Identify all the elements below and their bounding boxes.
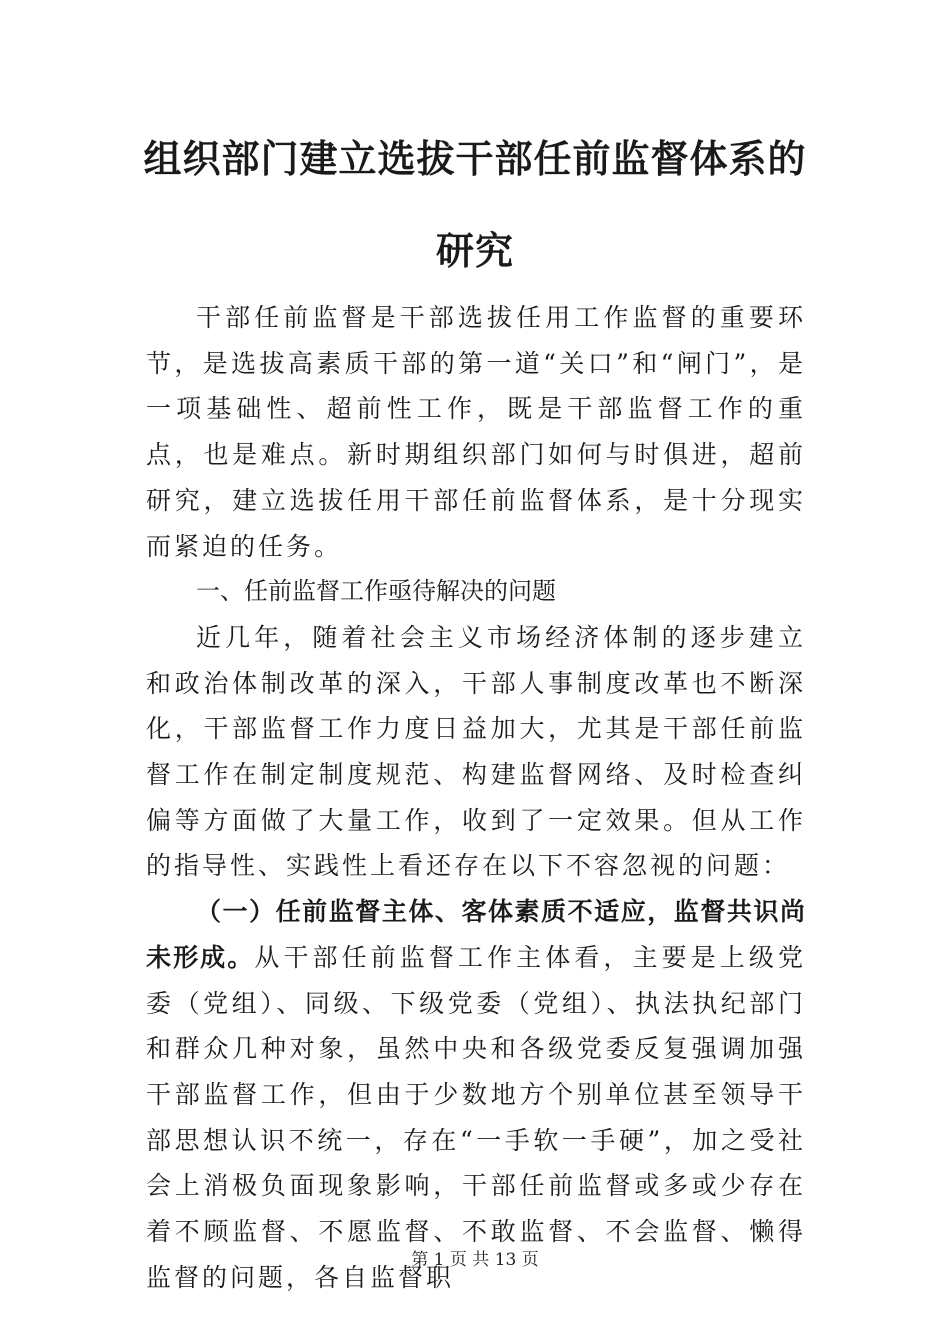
section-heading: 一、任前监督工作亟待解决的问题 [196, 577, 556, 606]
document-body [146, 295, 806, 1300]
document-title: 组织部门建立选拔干部任前监督体系的 [143, 137, 807, 181]
point-lead: （一）任前监督主体、客体素质不适应，监督共识尚未形成。 [146, 897, 806, 972]
section-paragraph: 近几年，随着社会主义市场经济体制的逐步建立和政治体制改革的深入，干部人事制度改革也不断深化，干部监督工作力度日益加大，尤其是干部任前监督工作在制定制度规范、构建监督网络、及时检查纠偏等方面做了大量工作，收到了一定效果。但从工作的指导性、实践性上看还存在以下不容忽视的问题： [146, 622, 806, 881]
document-title-continued: 研究 [435, 229, 514, 273]
point-paragraph [146, 889, 806, 1300]
page-footer: 第 1 页 共 13 页 [411, 1250, 539, 1270]
intro-paragraph: 干部任前监督是干部选拔任用工作监督的重要环节，是选拔高素质干部的第一道“关口”和“闸门”，是一项基础性、超前性工作，既是干部监督工作的重点，也是难点。新时期组织部门如何与时俱进，超前研究，建立选拔任用干部任前监督体系，是十分现实而紧迫的任务。 [146, 303, 806, 561]
point-body: 从干部任前监督工作主体看，主要是上级党委（党组）、同级、下级党委（党组）、执法执纪部门和群众几种对象，虽然中央和各级党委反复强调加强干部监督工作，但由于少数地方个别单位甚至领导干部思想认识不统一，存在“一手软一手硬”，加之受社会上消极负面现象影响，干部任前监督或多或少存在着不顾监督、不愿监督、不敢监督、不会监督、懒得监督的问题，各自监督职 [146, 942, 806, 1292]
